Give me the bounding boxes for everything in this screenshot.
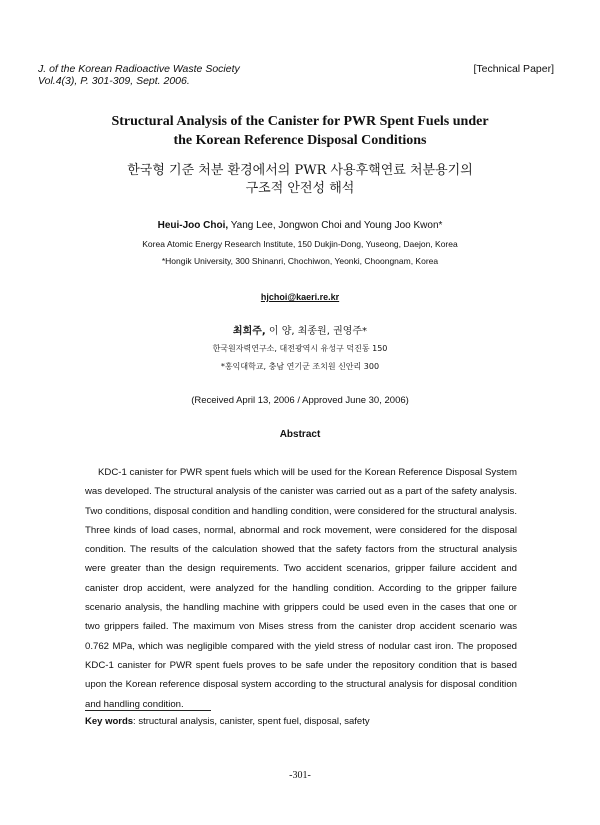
footnote-divider xyxy=(85,710,211,711)
english-title-line1: Structural Analysis of the Canister for PWR Spent Fuels under xyxy=(111,114,489,129)
journal-citation xyxy=(38,63,240,87)
keywords-label: Key words xyxy=(85,716,134,727)
journal-volume: Vol.4(3), P. 301-309, Sept. 2006. xyxy=(38,75,190,87)
korean-title xyxy=(40,162,560,198)
lead-author: Heui-Joo Choi, xyxy=(157,220,229,231)
affiliation-primary: Korea Atomic Energy Research Institute, 150 Dukjin-Dong, Yuseong, Daejon, Korea xyxy=(142,239,458,249)
keywords xyxy=(85,716,370,727)
received-dates: (Received April 13, 2006 / Approved June 30, 2006) xyxy=(191,395,409,406)
page-number: -301- xyxy=(289,770,311,781)
keywords-text: : structural analysis, canister, spent fuel, disposal, safety xyxy=(133,716,370,727)
korean-authors xyxy=(40,322,560,337)
english-authors xyxy=(40,220,560,231)
journal-name: J. of the Korean Radioactive Waste Society xyxy=(38,63,240,75)
english-title xyxy=(40,112,560,150)
english-title-line2: the Korean Reference Disposal Conditions xyxy=(173,133,427,148)
korean-title-line1: 한국형 기준 처분 환경에서의 PWR 사용후핵연료 처분용기의 xyxy=(127,163,473,178)
paper-type-label: [Technical Paper] xyxy=(473,63,554,75)
author-email: hjchoi@kaeri.re.kr xyxy=(260,292,340,302)
co-authors: Yang Lee, Jongwon Choi and Young Joo Kwon* xyxy=(228,220,443,231)
abstract-heading: Abstract xyxy=(279,429,321,440)
affiliation-secondary: *Hongik University, 300 Shinanri, Chochiwon, Yeonki, Choongnam, Korea xyxy=(161,256,439,266)
korean-title-line2: 구조적 안전성 해석 xyxy=(245,181,355,196)
korean-lead-author: 최희주, xyxy=(232,326,266,337)
abstract-body: KDC-1 canister for PWR spent fuels which will be used for the Korean Reference Disposal System was developed. The structural analysis of the canister was carried out as a part of the safety analysis. Two conditions, disposal condition and handling condition, were considered for the structural analysis. Three kinds of load cases, normal, abnormal and rock movement, were considered for the disposal condition. The results of the calculation showed that the safety factors from the structural analysis were greater than the design requirements. Two accident scenarios, gripper failure accident and canister drop accident, were analyzed for the handling condition. According to the gripper failure scenario analysis, the handling machine with grippers could be used even in the cases that one or two grippers failed. The maximum von Mises stress from the canister drop accident scenario was 0.762 MPa, which was negligible compared with the yield stress of nodular cast iron. The proposed KDC-1 canister for PWR spent fuels proves to be safe under the repository condition that is based upon the Korean reference disposal system according to the structural analysis for disposal condition and handling condition. xyxy=(85,467,517,710)
korean-affiliation-secondary: *홍익대학교, 충남 연기군 조치원 신안리 300 xyxy=(220,362,380,371)
korean-affiliation-primary: 한국원자력연구소, 대전광역시 유성구 덕진동 150 xyxy=(212,344,388,353)
korean-co-authors: 이 양, 최종원, 권영주* xyxy=(265,326,368,337)
